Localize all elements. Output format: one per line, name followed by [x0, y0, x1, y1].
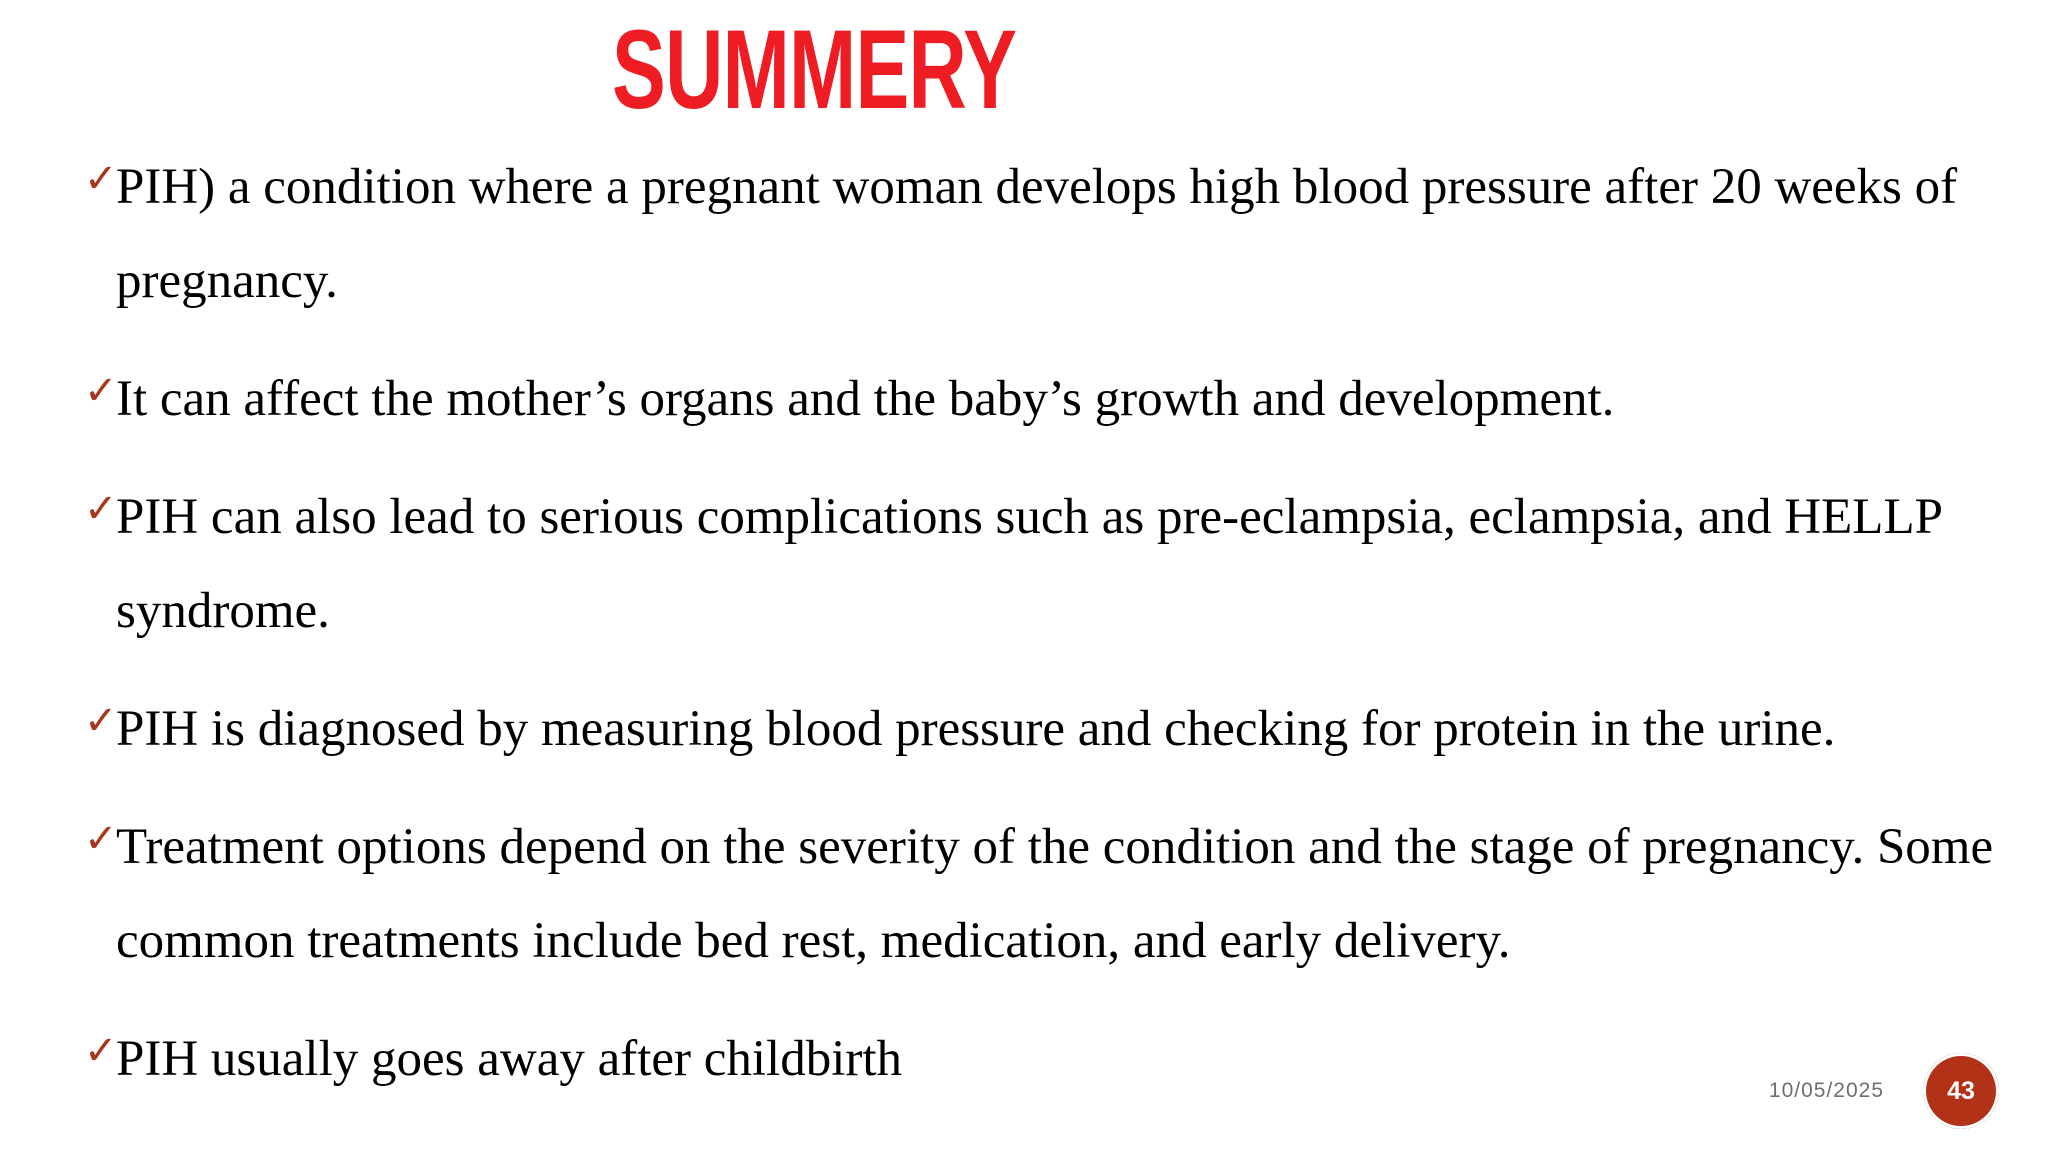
- check-mark-icon: ✓: [84, 156, 118, 202]
- check-mark-icon: ✓: [84, 816, 118, 862]
- bullet-item: [84, 1012, 2044, 1106]
- slide-date: 10/05/2025: [1768, 1079, 1884, 1102]
- bullet-item: [84, 140, 2044, 328]
- bullet-text: It can affect the mother’s organs and the baby’s growth and development.: [116, 371, 1615, 427]
- bullet-item: [84, 470, 2044, 658]
- check-mark-icon: ✓: [84, 1028, 118, 1074]
- bullet-text: PIH can also lead to serious complications such as pre-eclampsia, eclampsia, and HELLP syndrome.: [116, 489, 1942, 639]
- bullet-text: PIH usually goes away after childbirth: [116, 1031, 903, 1087]
- bullet-text: PIH is diagnosed by measuring blood pressure and checking for protein in the urine.: [116, 701, 1836, 757]
- page-number: 43: [1947, 1076, 1975, 1105]
- check-mark-icon: ✓: [84, 486, 118, 532]
- slide-title: SUMMERY: [612, 7, 1017, 132]
- page-number-badge: [1923, 1053, 1999, 1129]
- bullet-text: Treatment options depend on the severity of the condition and the stage of pregnancy. Some common treatments include bed rest, medication, and early delivery.: [116, 819, 1994, 969]
- bullet-item: [84, 800, 2044, 988]
- bullet-item: [84, 682, 2044, 776]
- bullet-list: [84, 140, 2044, 1130]
- bullet-text: PIH) a condition where a pregnant woman develops high blood pressure after 20 weeks of pregnancy.: [116, 159, 1958, 309]
- check-mark-icon: ✓: [84, 368, 118, 414]
- check-mark-icon: ✓: [84, 698, 118, 744]
- bullet-item: [84, 352, 2044, 446]
